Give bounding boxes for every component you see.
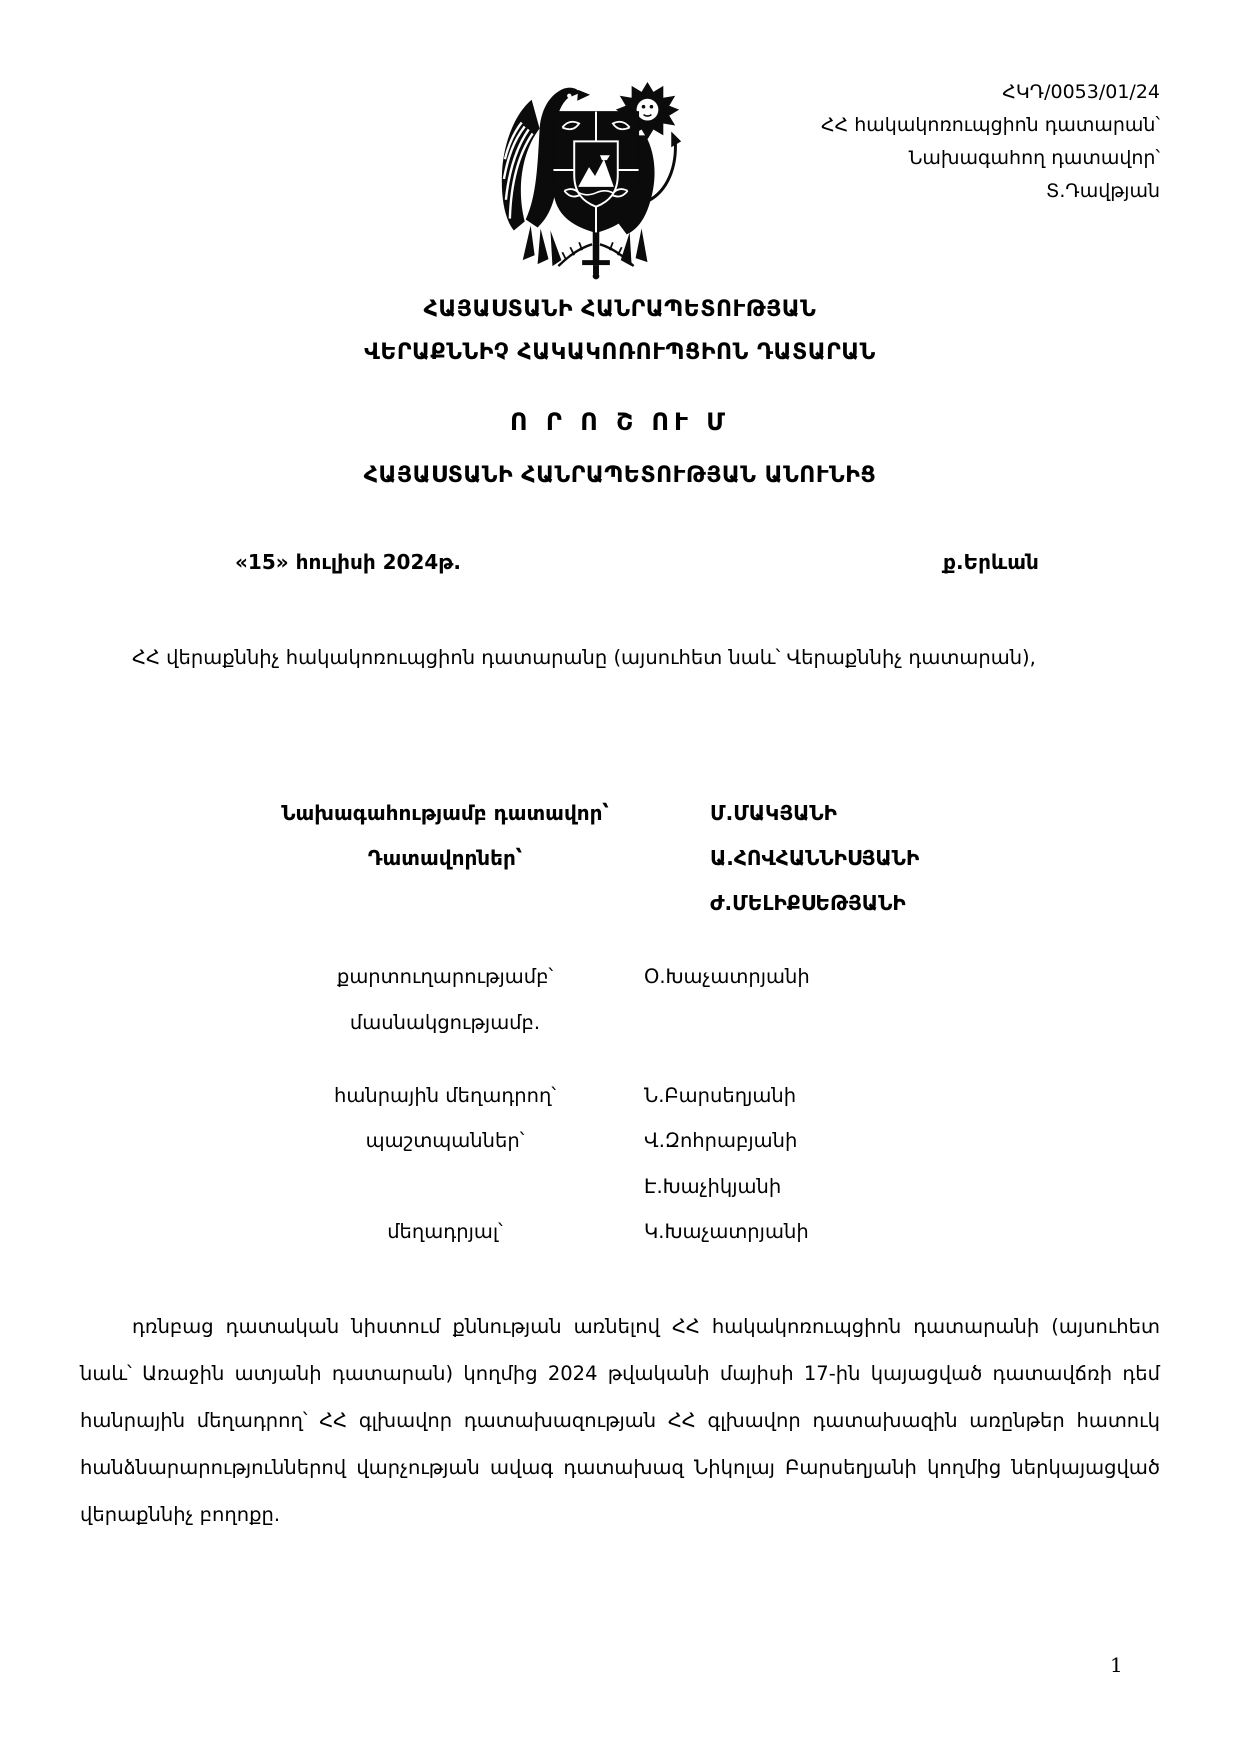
intro-paragraph: ՀՀ վերաքննիչ հակակոռուպցիոն դատարանը (այսուհետ նաև՝ Վերաքննիչ դատարան), — [132, 646, 1036, 669]
case-number: ՀԿԴ/0053/01/24 — [1002, 81, 1160, 103]
participant-name: Կ.Խաչատրյանի — [644, 1220, 809, 1243]
panel-judge-name: Մ.ՄԱԿՅԱՆԻ — [710, 801, 837, 825]
secretary-row — [0, 1011, 1240, 1043]
in-name-of-heading: ՀԱՅԱՍՏԱՆԻ ՀԱՆՐԱՊԵՏՈՒԹՅԱՆ ԱՆՈՒՆԻՑ — [363, 463, 877, 488]
participant-name: Ն.Բարսեղյանի — [644, 1084, 797, 1107]
participant-role-label: հանրային մեղադրող՝ — [333, 1084, 556, 1107]
panel-role-label: Նախագահությամբ դատավոր՝ — [281, 801, 609, 825]
decision-heading: Ո Ր Ո Շ ՈՒ Մ — [510, 408, 730, 436]
presiding-judge-role: Նախագահող դատավոր՝ — [908, 147, 1160, 169]
panel-judge-name: Ժ.ՄԵԼԻՔՍԵԹՅԱՆԻ — [710, 891, 906, 915]
participant-name: Վ.Զոհրաբյանի — [644, 1129, 798, 1152]
decision-date: «15» հուլիսի 2024թ. — [235, 550, 462, 574]
panel-row — [0, 846, 1240, 878]
participant-row — [0, 1175, 1240, 1207]
armenia-coat-of-arms-icon — [497, 68, 695, 282]
secretary-name: Օ.Խաչատրյանի — [644, 965, 810, 988]
participation-label: մասնակցությամբ. — [349, 1011, 541, 1034]
secretary-role-label: քարտուղարությամբ՝ — [336, 965, 554, 988]
court-name: ՀՀ հակակոռուպցիոն դատարան՝ — [821, 114, 1160, 136]
panel-row — [0, 891, 1240, 923]
body-paragraph: դռնբաց դատական նիստում քննության առնելով ՀՀ հակակոռուպցիոն դատարանի (այսուհետ նաև՝ Առաջին ատյանի դատարան) կողմից 2024 թվականի մայիսի 17-ին կայացված դատավճռի դեմ հանրային մեղադրող՝ ՀՀ գլխավոր դատախազության ՀՀ գլխավոր դատախազին առընթեր հատուկ հանձնարարություններով վարչության ավագ դատախազ Նիկոլայ Բարսեղյանի կողմից ներկայացված վերաքննիչ բողոքը. — [80, 1315, 1160, 1526]
secretary-row — [0, 965, 1240, 997]
presiding-judge-name: Տ.Դավթյան — [1045, 180, 1160, 202]
panel-role-label: Դատավորներ՝ — [367, 846, 523, 870]
panel-judge-name: Ա.ՀՈՎՀԱՆՆԻՍՅԱՆԻ — [710, 846, 920, 870]
case-header — [821, 76, 1160, 208]
participant-row — [0, 1129, 1240, 1161]
participant-role-label: պաշտպաններ՝ — [365, 1129, 525, 1152]
participant-role-label: մեղադրյալ՝ — [387, 1220, 503, 1243]
panel-row — [0, 801, 1240, 833]
participant-name: Է.Խաչիկյանի — [644, 1175, 782, 1198]
participant-row — [0, 1084, 1240, 1116]
title-republic: ՀԱՅԱՍՏԱՆԻ ՀԱՆՐԱՊԵՏՈՒԹՅԱՆ — [423, 297, 817, 322]
title-court: ՎԵՐԱՔՆՆԻՉ ՀԱԿԱԿՈՌՈՒՊՑԻՈՆ ԴԱՏԱՐԱՆ — [364, 340, 876, 365]
page-number: 1 — [1110, 1653, 1123, 1677]
participant-row — [0, 1220, 1240, 1252]
decision-city: ք.Երևան — [943, 550, 1039, 574]
